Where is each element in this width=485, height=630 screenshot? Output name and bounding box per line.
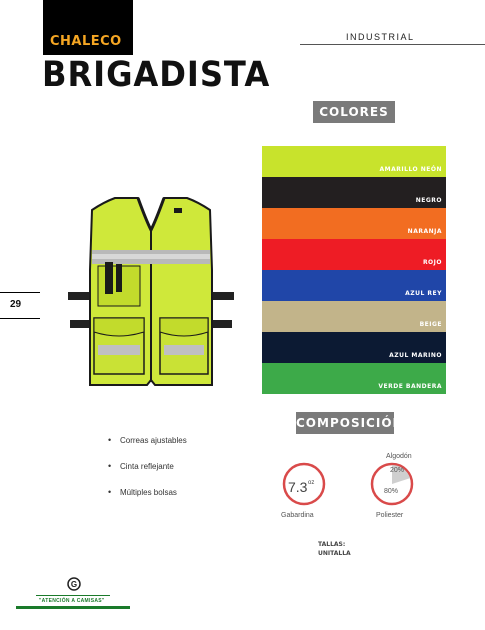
poly-percent: 80% xyxy=(384,488,399,495)
color-swatch xyxy=(262,301,446,332)
color-swatch xyxy=(262,363,446,394)
brand-tagline: "ATENCIÓN A CAMISAS" xyxy=(39,598,105,604)
brand-logo xyxy=(16,576,130,614)
color-swatch xyxy=(262,177,446,208)
page-number-rule-bottom xyxy=(0,318,40,319)
gabardina-weight: 7.3 xyxy=(288,479,308,495)
gabardina-label: Gabardina xyxy=(281,512,314,519)
swatch-label: ROJO xyxy=(422,259,442,266)
swatch-label: NEGRO xyxy=(415,197,442,204)
color-swatch xyxy=(262,146,446,177)
section-label: INDUSTRIAL xyxy=(346,32,415,42)
swatch-label: AZUL MARINO xyxy=(389,352,442,359)
gabardina-unit: oz xyxy=(308,480,315,486)
poly-label: Poliester xyxy=(376,512,404,519)
color-swatch xyxy=(262,239,446,270)
vest-product-image xyxy=(60,180,242,395)
color-swatch xyxy=(262,332,446,363)
sizes-title: TALLAS: xyxy=(318,541,346,548)
feature-item: • Cinta reflejante xyxy=(108,462,187,472)
color-swatch xyxy=(262,270,446,301)
feature-list xyxy=(108,436,187,514)
page-number-rule-top xyxy=(0,292,40,293)
color-swatch-list xyxy=(262,146,446,394)
color-swatch xyxy=(262,208,446,239)
cotton-label: Algodón xyxy=(386,453,412,460)
swatch-label: VERDE BANDERA xyxy=(378,383,442,390)
svg-text:G: G xyxy=(70,580,78,589)
swatch-label: BEIGE xyxy=(419,321,442,328)
colors-heading: COLORES xyxy=(313,101,395,123)
feature-item: • Correas ajustables xyxy=(108,436,187,446)
swatch-label: AMARILLO NEÓN xyxy=(379,166,442,173)
cotton-percent: 20% xyxy=(390,467,405,474)
swatch-label: NARANJA xyxy=(407,228,442,235)
page-number: 29 xyxy=(10,299,22,310)
sizes-value: UNITALLA xyxy=(318,550,351,557)
feature-item: • Múltiples bolsas xyxy=(108,488,187,498)
product-category: CHALECO xyxy=(50,34,122,49)
section-divider xyxy=(300,44,485,45)
swatch-label: AZUL REY xyxy=(405,290,442,297)
composition-heading: COMPOSICIÓN xyxy=(296,412,394,434)
page-title: BRIGADISTA xyxy=(42,55,271,95)
